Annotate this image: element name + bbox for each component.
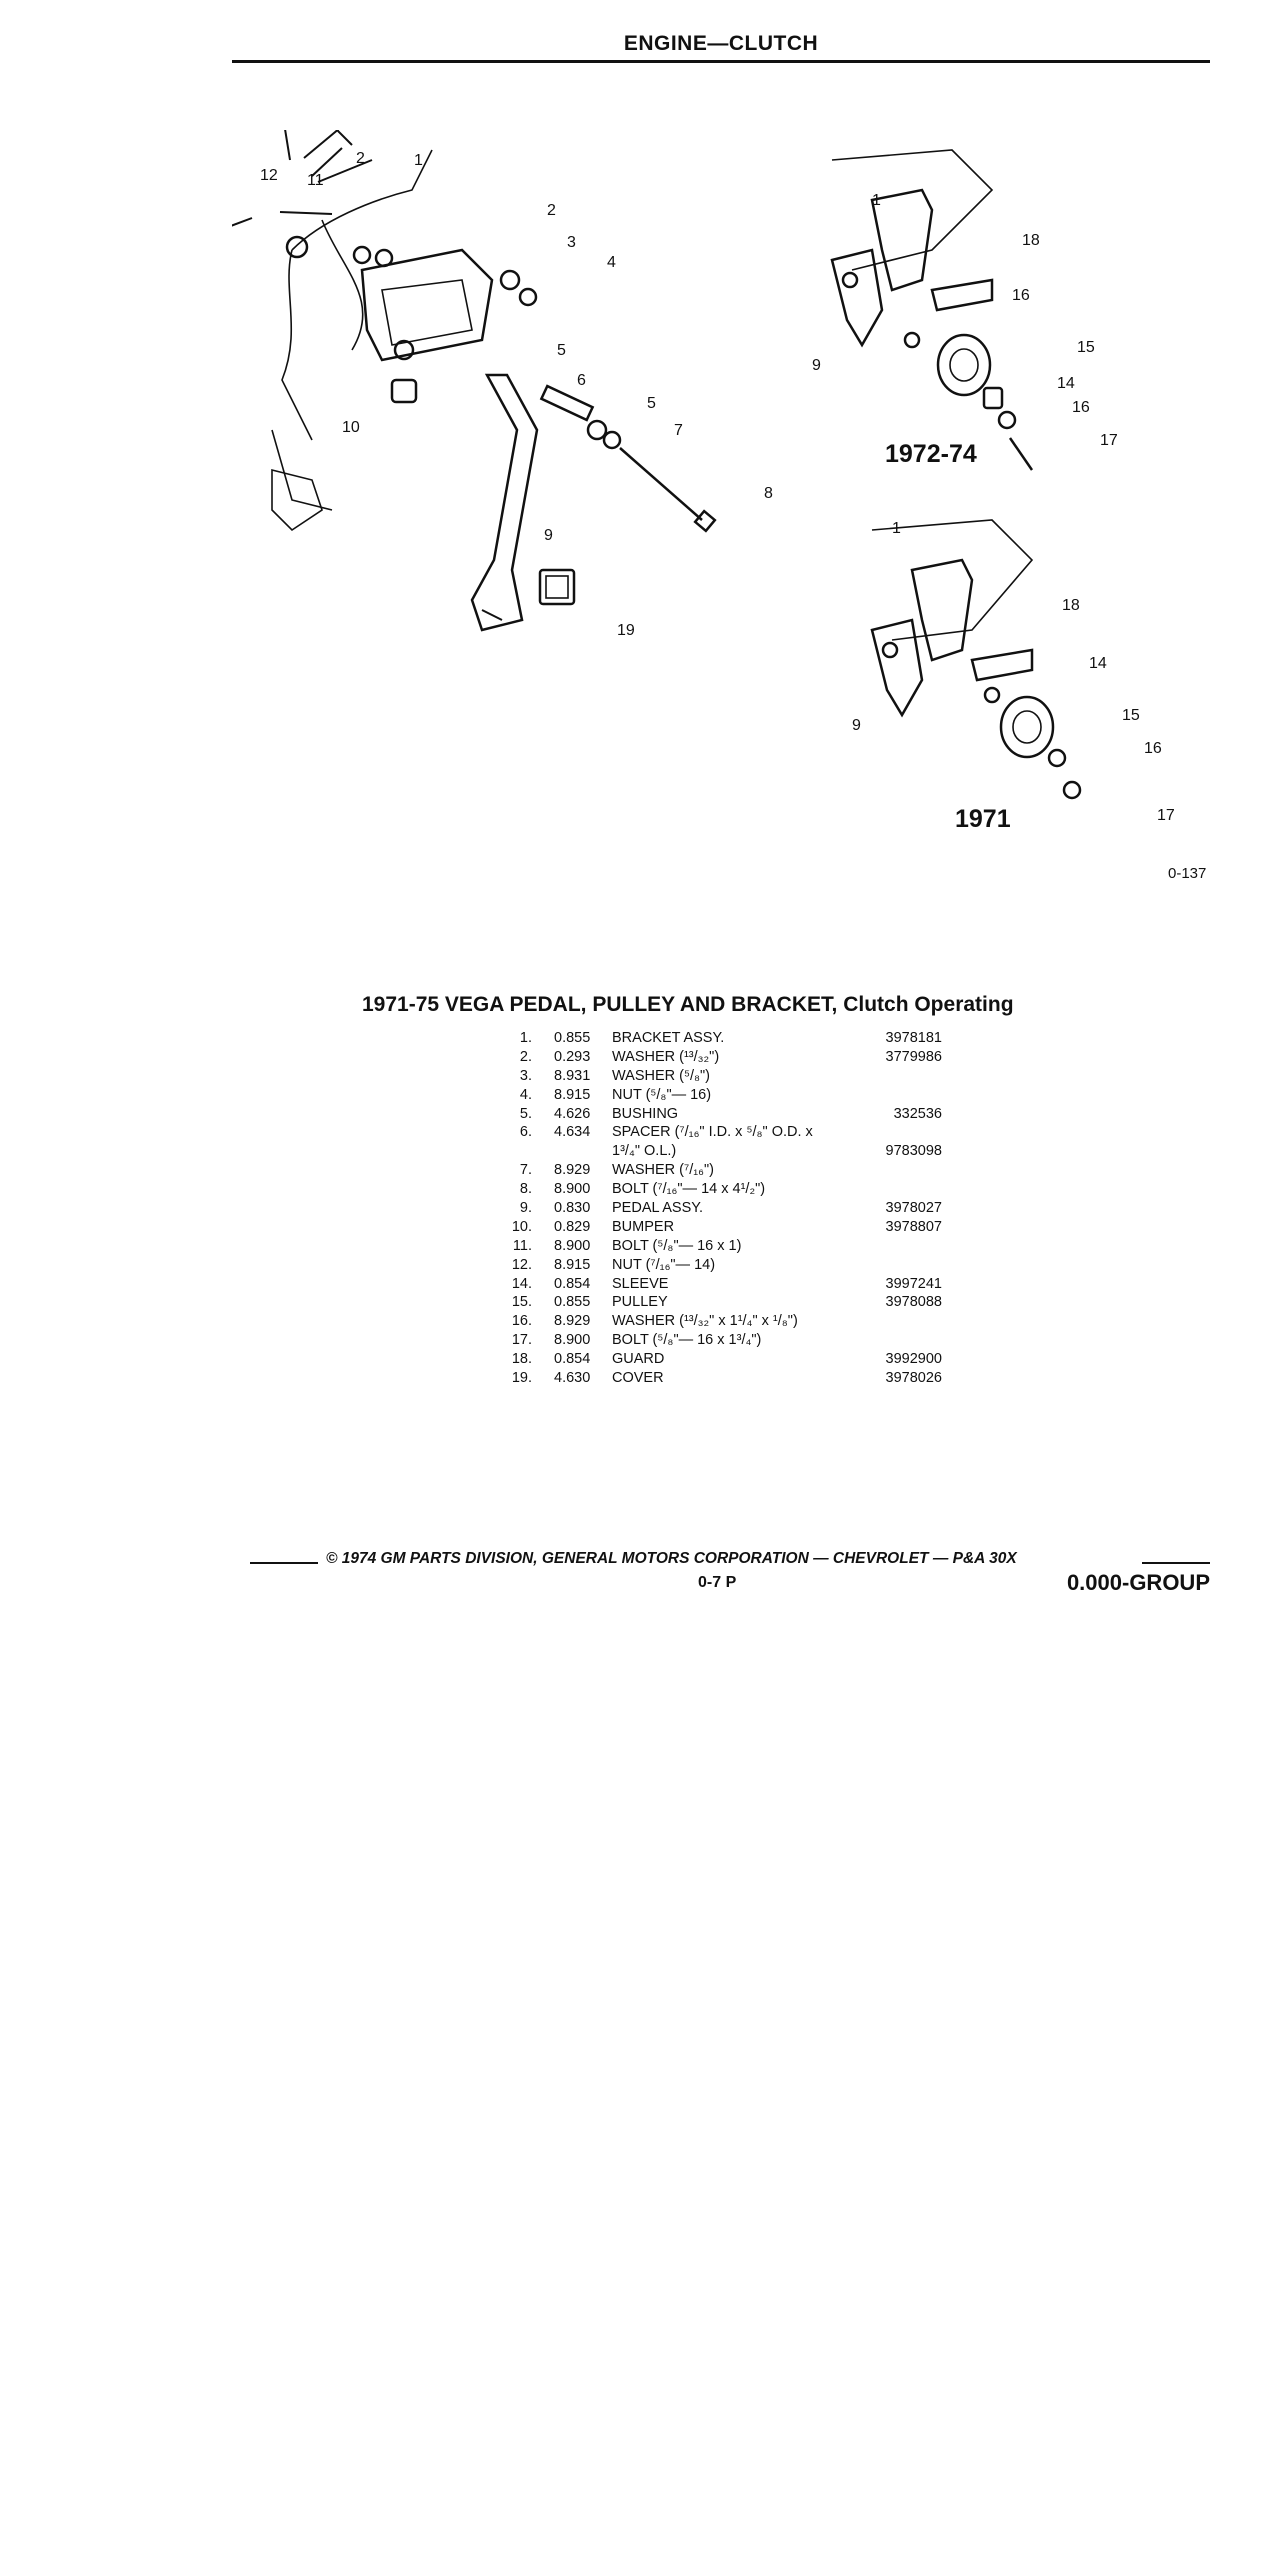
pulley-1972-74-drawing [832, 150, 1032, 470]
parts-desc: BUSHING [612, 1105, 679, 1122]
callout-l9: 9 [852, 717, 861, 734]
parts-num: 16. [511, 1313, 532, 1330]
main-leader-lines [232, 130, 502, 620]
parts-row [500, 1087, 942, 1106]
callout-5b: 5 [647, 395, 656, 412]
parts-num: 2. [519, 1048, 532, 1065]
footer-rule-right [1142, 1562, 1210, 1564]
parts-desc: BOLT (⁵/₈"— 16 x 1) [612, 1237, 742, 1254]
figure-code: 0-137 [1168, 865, 1207, 882]
footer-rule-left [250, 1562, 318, 1564]
parts-desc: NUT (⁷/₁₆"— 14) [612, 1256, 716, 1273]
footer-group: 0.000-GROUP [1066, 1570, 1210, 1595]
parts-desc: SPACER (⁷/₁₆" I.D. x ⁵/₈" O.D. x [612, 1124, 813, 1141]
parts-number [852, 1162, 942, 1181]
callout-6: 6 [577, 372, 586, 389]
callout-12: 12 [260, 167, 278, 184]
callout-9: 9 [544, 527, 553, 544]
parts-group: 4.634 [554, 1124, 591, 1141]
parts-num: 1. [519, 1030, 532, 1046]
parts-row [500, 1106, 942, 1125]
callout-1: 1 [414, 152, 423, 169]
parts-number [852, 1068, 942, 1087]
callout-r9: 9 [812, 357, 821, 374]
parts-desc: WASHER (¹³/₃₂" x 1¹/₄" x ¹/₈") [612, 1313, 798, 1330]
parts-desc: GUARD [612, 1351, 665, 1368]
parts-row [500, 1068, 942, 1087]
parts-num: 4. [519, 1086, 532, 1103]
parts-desc: BUMPER [612, 1218, 675, 1235]
parts-group: 8.900 [554, 1237, 591, 1254]
parts-number: 3978807 [885, 1218, 942, 1235]
parts-group [554, 1143, 612, 1162]
parts-group: 8.931 [554, 1067, 591, 1084]
parts-number [852, 1124, 942, 1143]
parts-group: 8.915 [554, 1256, 591, 1273]
parts-row [500, 1219, 942, 1238]
parts-table-body [500, 1030, 942, 1389]
callout-l18: 18 [1062, 597, 1080, 614]
parts-number: 3997241 [885, 1275, 942, 1292]
exploded-view-illustration [232, 130, 1232, 910]
parts-number [852, 1332, 942, 1351]
parts-row [500, 1143, 942, 1162]
parts-num: 3. [519, 1067, 532, 1084]
parts-num: 11. [512, 1237, 532, 1254]
callout-l1: 1 [892, 520, 901, 537]
parts-group: 8.900 [554, 1181, 591, 1198]
parts-num: 12. [511, 1256, 532, 1273]
parts-desc: SLEEVE [612, 1275, 669, 1292]
pedal-assembly-drawing [272, 150, 715, 630]
parts-group: 0.854 [554, 1275, 591, 1292]
parts-number [852, 1087, 942, 1106]
parts-number: 3978027 [885, 1200, 942, 1217]
callout-4: 4 [607, 254, 616, 271]
year-label-1972-74: 1972-74 [885, 440, 977, 468]
parts-row [500, 1276, 942, 1295]
parts-number: 3779986 [885, 1048, 942, 1065]
footer-page-code: 0-7 P [698, 1574, 737, 1591]
parts-table [500, 1030, 942, 1389]
parts-group: 8.915 [554, 1086, 591, 1103]
parts-group: 0.829 [554, 1218, 591, 1235]
callout-7: 7 [674, 422, 683, 439]
footer-copyright: © 1974 GM PARTS DIVISION, GENERAL MOTORS CORPORATION — CHEVROLET — P&A 30X [326, 1550, 1017, 1567]
parts-number: 332536 [893, 1105, 942, 1122]
parts-number [852, 1181, 942, 1200]
parts-number: 3992900 [885, 1351, 942, 1368]
parts-num: 19. [511, 1370, 532, 1387]
parts-number [852, 1238, 942, 1257]
parts-group: 8.929 [554, 1313, 591, 1330]
parts-num: 10. [511, 1218, 532, 1235]
parts-desc: 1³/₄" O.L.) [612, 1143, 677, 1160]
parts-desc: WASHER (⁷/₁₆") [612, 1162, 714, 1179]
parts-desc: BOLT (⁵/₈"— 16 x 1³/₄") [612, 1332, 762, 1349]
parts-row [500, 1181, 942, 1200]
parts-row [500, 1351, 942, 1370]
parts-num: 9. [519, 1200, 532, 1217]
year-label-1971: 1971 [955, 805, 1011, 833]
callout-r1: 1 [872, 192, 881, 209]
parts-row [500, 1294, 942, 1313]
page-title: ENGINE—CLUTCH [623, 32, 819, 55]
parts-num: 6. [519, 1124, 532, 1141]
parts-desc: WASHER (¹³/₃₂") [612, 1048, 720, 1065]
parts-number: 3978181 [885, 1030, 942, 1046]
parts-row [500, 1200, 942, 1219]
callout-l14: 14 [1089, 655, 1107, 672]
parts-desc: PEDAL ASSY. [612, 1200, 704, 1217]
parts-group: 0.293 [554, 1048, 591, 1065]
parts-group: 4.626 [554, 1105, 591, 1122]
callout-r14: 14 [1057, 375, 1075, 392]
parts-number [852, 1313, 942, 1332]
parts-group: 0.855 [554, 1030, 591, 1046]
parts-row [500, 1124, 942, 1143]
parts-desc: PULLEY [612, 1294, 668, 1311]
parts-group: 0.855 [554, 1294, 591, 1311]
parts-row [500, 1238, 942, 1257]
callouts-1971 [852, 520, 1175, 824]
parts-num: 15. [511, 1294, 532, 1311]
parts-title-main: 1971-75 VEGA PEDAL, PULLEY AND BRACKET, [362, 993, 838, 1016]
callout-19: 19 [617, 622, 635, 639]
page-header [232, 28, 1210, 68]
callout-11: 11 [307, 172, 324, 189]
parts-group: 8.929 [554, 1162, 591, 1179]
callout-r16a: 16 [1012, 287, 1030, 304]
parts-group: 4.630 [554, 1370, 591, 1387]
parts-group: 0.854 [554, 1351, 591, 1368]
callouts-1972-74 [812, 192, 1118, 449]
parts-number: 3978026 [885, 1370, 942, 1387]
parts-num: 18. [511, 1351, 532, 1368]
callout-10: 10 [342, 419, 360, 436]
parts-row [500, 1049, 942, 1068]
callout-l16: 16 [1144, 740, 1162, 757]
parts-group: 8.900 [554, 1332, 591, 1349]
callout-r18: 18 [1022, 232, 1040, 249]
parts-number: 3978088 [885, 1294, 942, 1311]
parts-desc: WASHER (⁵/₈") [612, 1067, 710, 1084]
parts-num: 7. [519, 1162, 532, 1179]
parts-list-title [362, 993, 1014, 1017]
parts-desc: NUT (⁵/₈"— 16) [612, 1086, 712, 1103]
callout-8: 8 [764, 485, 773, 502]
parts-num [500, 1143, 554, 1162]
parts-num: 14. [511, 1275, 532, 1292]
parts-row [500, 1030, 942, 1049]
parts-desc: BOLT (⁷/₁₆"— 14 x 4¹/₂") [612, 1181, 766, 1198]
parts-row [500, 1332, 942, 1351]
parts-row [500, 1313, 942, 1332]
parts-group: 0.830 [554, 1200, 591, 1217]
parts-row [500, 1257, 942, 1276]
header-rule [232, 60, 1210, 63]
parts-number [852, 1257, 942, 1276]
callout-2b: 2 [547, 202, 556, 219]
parts-number: 9783098 [885, 1143, 942, 1160]
parts-num: 5. [519, 1105, 532, 1122]
parts-row [500, 1370, 942, 1389]
callout-r17: 17 [1100, 432, 1118, 449]
callout-5a: 5 [557, 342, 566, 359]
callout-2a: 2 [356, 150, 365, 167]
callout-r15: 15 [1077, 339, 1095, 356]
callout-r16b: 16 [1072, 399, 1090, 416]
pulley-1971-drawing [872, 520, 1080, 798]
parts-num: 17. [511, 1332, 532, 1349]
parts-desc: BRACKET ASSY. [612, 1030, 725, 1046]
callout-3: 3 [567, 234, 576, 251]
parts-row [500, 1162, 942, 1181]
parts-title-sub: Clutch Operating [843, 993, 1014, 1016]
callout-l15: 15 [1122, 707, 1140, 724]
callout-l17: 17 [1157, 807, 1175, 824]
parts-num: 8. [519, 1181, 532, 1198]
parts-desc: COVER [612, 1370, 664, 1387]
